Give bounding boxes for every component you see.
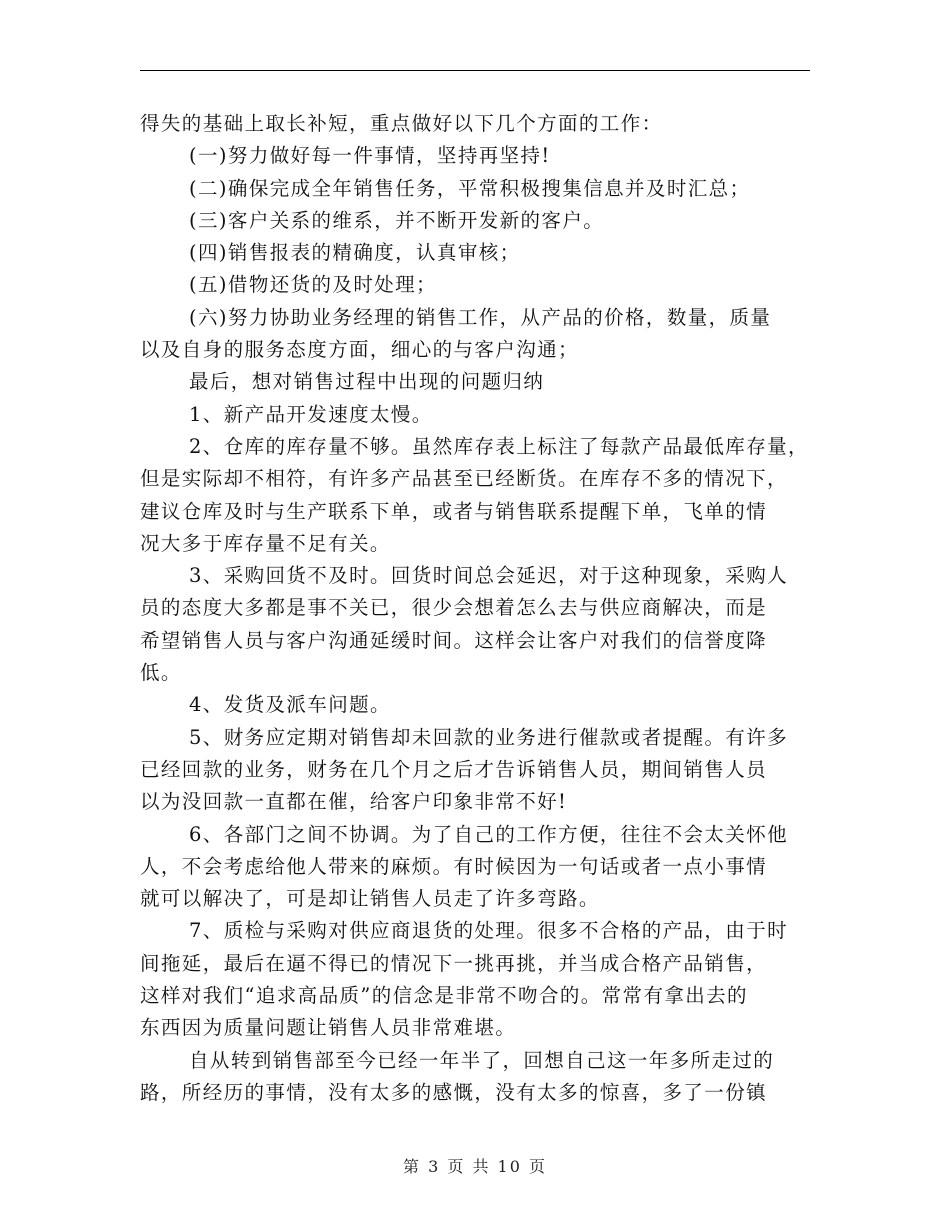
text-line: (五)借物还货的及时处理； bbox=[189, 273, 437, 297]
text-line: 以及自身的服务态度方面，细心的与客户沟通； bbox=[140, 338, 579, 362]
header-rule bbox=[140, 70, 810, 71]
text-line: 已经回款的业务，财务在几个月之后才告诉销售人员，期间销售人员 bbox=[140, 757, 768, 781]
text-line: 东西因为质量问题让销售人员非常难堪。 bbox=[140, 1016, 517, 1040]
text-line: 希望销售人员与客户沟通延缓时间。这样会让客户对我们的信誉度降 bbox=[140, 628, 768, 652]
text-line: (六)努力协助业务经理的销售工作，从产品的价格，数量，质量 bbox=[189, 305, 772, 329]
text-line: 低。 bbox=[140, 661, 182, 685]
text-line: 4、发货及派车问题。 bbox=[189, 693, 391, 717]
text-line: 6、各部门之间不协调。为了自己的工作方便，往往不会太关怀他 bbox=[189, 822, 789, 846]
text-line: (四)销售报表的精确度，认真审核； bbox=[189, 241, 521, 265]
text-line: 自从转到销售部至今已经一年半了，回想自己这一年多所走过的 bbox=[189, 1048, 775, 1072]
text-line: 5、财务应定期对销售却未回款的业务进行催款或者提醒。有许多 bbox=[189, 725, 789, 749]
text-line: 3、采购回货不及时。回货时间总会延迟，对于这种现象，采购人 bbox=[189, 564, 789, 588]
document-body bbox=[140, 108, 820, 1109]
text-line: 况大多于库存量不足有关。 bbox=[140, 531, 391, 555]
text-line: 2、仓库的库存量不够。虽然库存表上标注了每款产品最低库存量， bbox=[189, 434, 809, 458]
text-line: (三)客户关系的维系，并不断开发新的客户。 bbox=[189, 208, 605, 232]
text-line: 得失的基础上取长补短，重点做好以下几个方面的工作： bbox=[140, 112, 663, 135]
text-line: 以为没回款一直都在催，给客户印象非常不好! bbox=[140, 790, 568, 814]
text-line: (二)确保完成全年销售任务，平常积极搜集信息并及时汇总； bbox=[189, 176, 751, 200]
text-line: 这样对我们“追求高品质”的信念是非常不吻合的。常常有拿出去的 bbox=[140, 984, 748, 1008]
page-number-footer: 第 3 页 共 10 页 bbox=[403, 1157, 547, 1176]
text-line: (一)努力做好每一件事情，坚持再坚持! bbox=[189, 144, 551, 168]
text-line: 员的态度大多都是事不关已，很少会想着怎么去与供应商解决，而是 bbox=[140, 596, 768, 620]
text-line: 1、新产品开发速度太慢。 bbox=[189, 402, 433, 426]
text-line: 人，不会考虑给他人带来的麻烦。有时候因为一句话或者一点小事情 bbox=[140, 854, 768, 878]
text-line: 7、质检与采购对供应商退货的处理。很多不合格的产品，由于时 bbox=[189, 919, 789, 943]
text-line: 间拖延，最后在逼不得已的情况下一挑再挑，并当成合格产品销售， bbox=[140, 951, 768, 975]
text-line: 路，所经历的事情，没有太多的感慨，没有太多的惊喜，多了一份镇 bbox=[140, 1080, 768, 1104]
text-line: 但是实际却不相符，有许多产品甚至已经断货。在库存不多的情况下， bbox=[140, 467, 788, 491]
text-line: 最后，想对销售过程中出现的问题归纳 bbox=[189, 370, 545, 394]
text-line: 就可以解决了，可是却让销售人员走了许多弯路。 bbox=[140, 887, 600, 911]
text-line: 建议仓库及时与生产联系下单，或者与销售联系提醒下单，飞单的情 bbox=[140, 499, 768, 523]
